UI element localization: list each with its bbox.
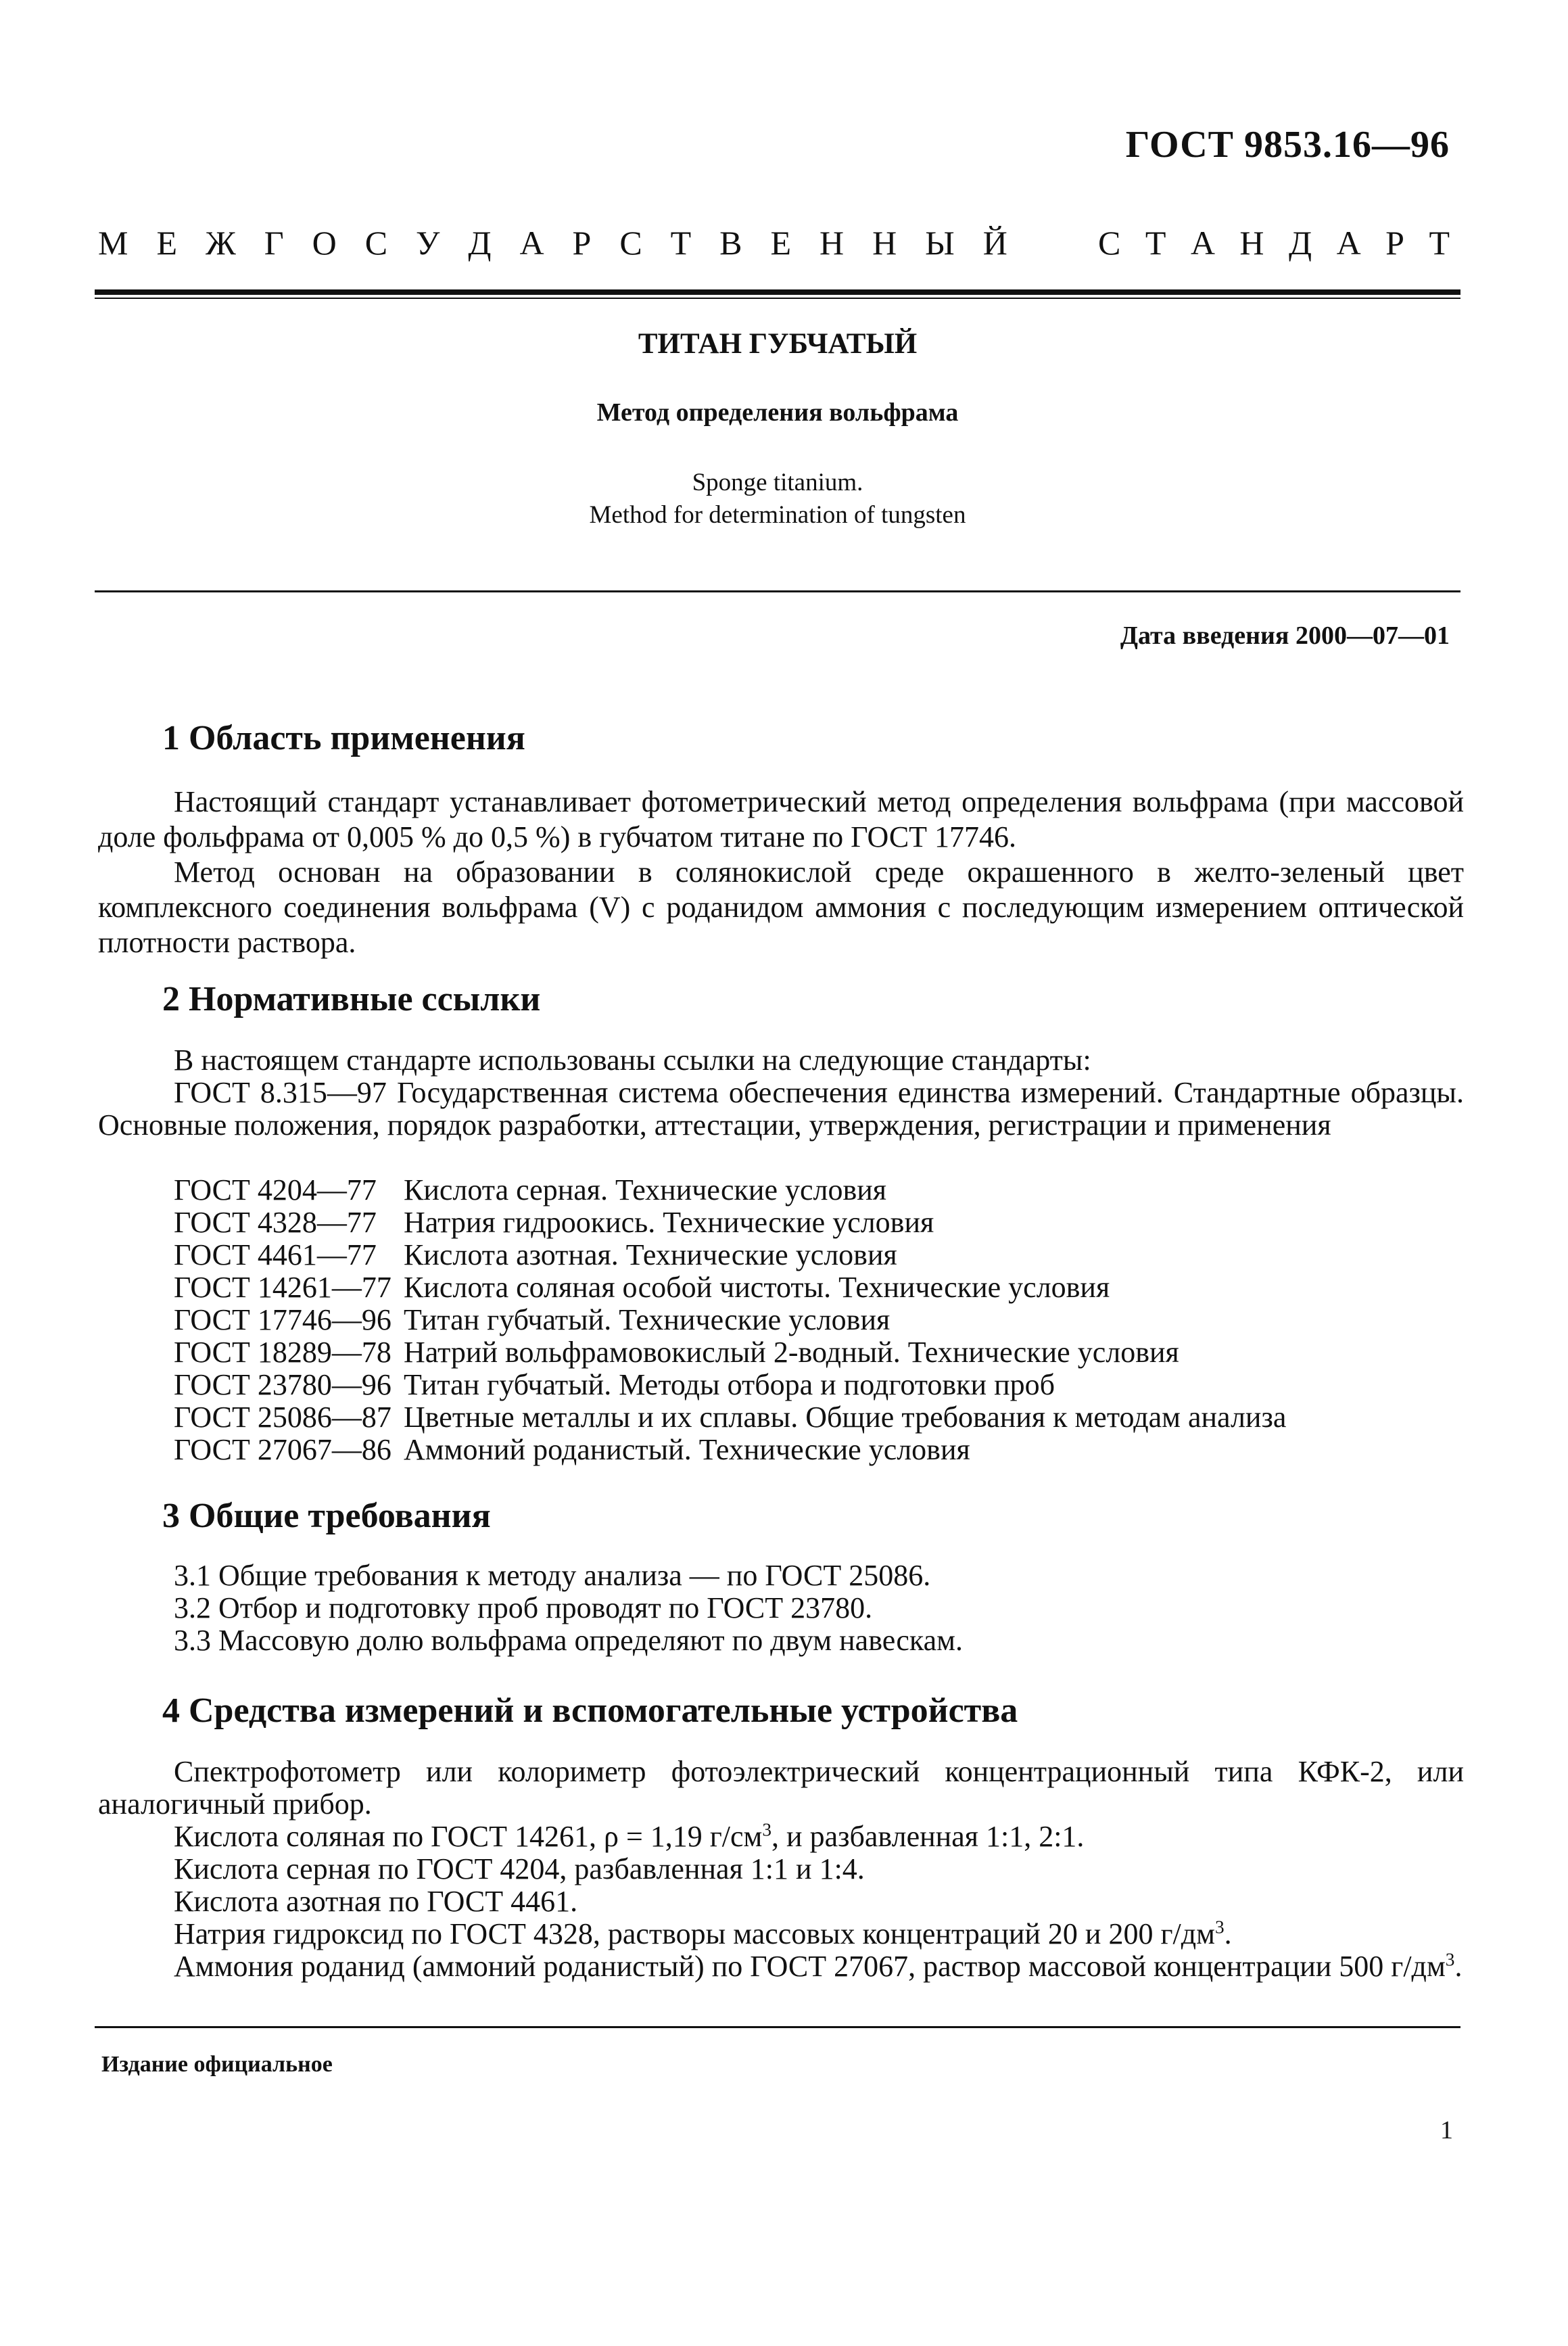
instruments-paragraph-3: Кислота серная по ГОСТ 4204, разбавленная 1:1 и 1:4. xyxy=(174,1852,865,1885)
list-item: ГОСТ 17746—96 Титан губчатый. Технические условия xyxy=(174,1303,890,1336)
page-number: 1 xyxy=(1440,2116,1453,2144)
list-item: ГОСТ 23780—96 Титан губчатый. Методы отбора и подготовки проб xyxy=(174,1368,1055,1401)
title-divider xyxy=(95,590,1460,592)
section-heading-instruments: 4 Средства измерений и вспомогательные устройства xyxy=(162,1691,1018,1730)
section-heading-scope: 1 Область применения xyxy=(162,719,525,757)
document-code: ГОСТ 9853.16—96 xyxy=(1125,124,1450,166)
banner-word-right: С Т А Н Д А Р Т xyxy=(1098,224,1450,262)
scope-paragraph-1: Настоящий стандарт устанавливает фотометрический метод определения вольфрама (при массовой доле фольфрама от 0,005 % до 0,5 %) в губчатом титане по ГОСТ 17746. xyxy=(98,785,1464,853)
interstate-standard-banner xyxy=(98,223,1450,262)
list-item: ГОСТ 4461—77 Кислота азотная. Технические условия xyxy=(174,1238,897,1271)
scope-paragraph-2: Метод основан на образовании в солянокислой среде окрашенного в желто-зеленый цвет комплексного соединения вольфрама (V) с роданидом аммония с последующим измерением оптической плотности раствора. xyxy=(98,855,1464,959)
banner-word-left: М Е Ж Г О С У Д А Р С Т В Е Н Н Ы Й xyxy=(98,224,1007,262)
references-list xyxy=(174,1174,1458,1466)
header-divider xyxy=(95,289,1460,299)
list-item: ГОСТ 27067—86 Аммоний роданистый. Технические условия xyxy=(174,1433,970,1466)
introduction-date: Дата введения 2000—07—01 xyxy=(1120,621,1450,650)
references-intro: В настоящем стандарте использованы ссылки на следующие стандарты: xyxy=(174,1043,1091,1077)
list-item: ГОСТ 4328—77 Натрия гидроокись. Технические условия xyxy=(174,1206,934,1239)
list-item: 3.1 Общие требования к методу анализа — по ГОСТ 25086. xyxy=(174,1559,931,1592)
section-heading-references: 2 Нормативные ссылки xyxy=(162,980,541,1018)
instruments-paragraph-5: Натрия гидроксид по ГОСТ 4328, растворы массовых концентраций 20 и 200 $г/дм^3$. xyxy=(174,1917,1232,1950)
list-item: 3.2 Отбор и подготовку проб проводят по ГОСТ 23780. xyxy=(174,1591,873,1624)
section-scope-body xyxy=(98,784,1464,960)
document-subtitle: Метод определения вольфрама xyxy=(596,398,959,427)
instruments-paragraph-1: Спектрофотометр или колориметр фотоэлектрический концентрационный типа КФК-2, или аналогичный прибор. xyxy=(98,1755,1464,1821)
edition-label: Издание официальное xyxy=(101,2052,333,2077)
section-references-body xyxy=(98,1044,1464,1142)
list-item: ГОСТ 14261—77 Кислота соляная особой чистоты. Технические условия xyxy=(174,1271,1110,1304)
english-title-line1: Sponge titanium. xyxy=(692,469,863,496)
list-item: ГОСТ 4204—77 Кислота серная. Технические условия xyxy=(174,1173,887,1206)
english-title xyxy=(95,467,1460,532)
list-item: ГОСТ 18289—78 Натрий вольфрамовокислый 2-водный. Технические условия xyxy=(174,1336,1179,1369)
document-title: ТИТАН ГУБЧАТЫЙ xyxy=(638,328,918,360)
references-first-item: ГОСТ 8.315—97 Государственная система обеспечения единства измерений. Стандартные образцы. Основные положения, порядок разработки, аттестации, утверждения, регистрации и применения xyxy=(98,1076,1464,1142)
list-item: ГОСТ 25086—87 Цветные металлы и их сплавы. Общие требования к методам анализа xyxy=(174,1401,1287,1434)
english-title-line2: Method for determination of tungsten xyxy=(589,501,966,529)
instruments-paragraph-2: Кислота соляная по ГОСТ 14261, ρ = 1,19 $г/см^3$, и разбавленная 1:1, 2:1. xyxy=(174,1819,1085,1853)
list-item: 3.3 Массовую долю вольфрама определяют по двум навескам. xyxy=(174,1624,963,1657)
footer-divider xyxy=(95,2026,1460,2028)
general-requirements-list xyxy=(174,1559,1458,1657)
instruments-paragraph-4: Кислота азотная по ГОСТ 4461. xyxy=(174,1885,578,1918)
section-instruments-body xyxy=(98,1756,1464,1983)
section-heading-general-requirements: 3 Общие требования xyxy=(162,1497,491,1535)
instruments-paragraph-6: Аммония роданид (аммоний роданистый) по ГОСТ 27067, раствор массовой концентрации 500 $г/дм^3$. xyxy=(174,1949,1463,1983)
